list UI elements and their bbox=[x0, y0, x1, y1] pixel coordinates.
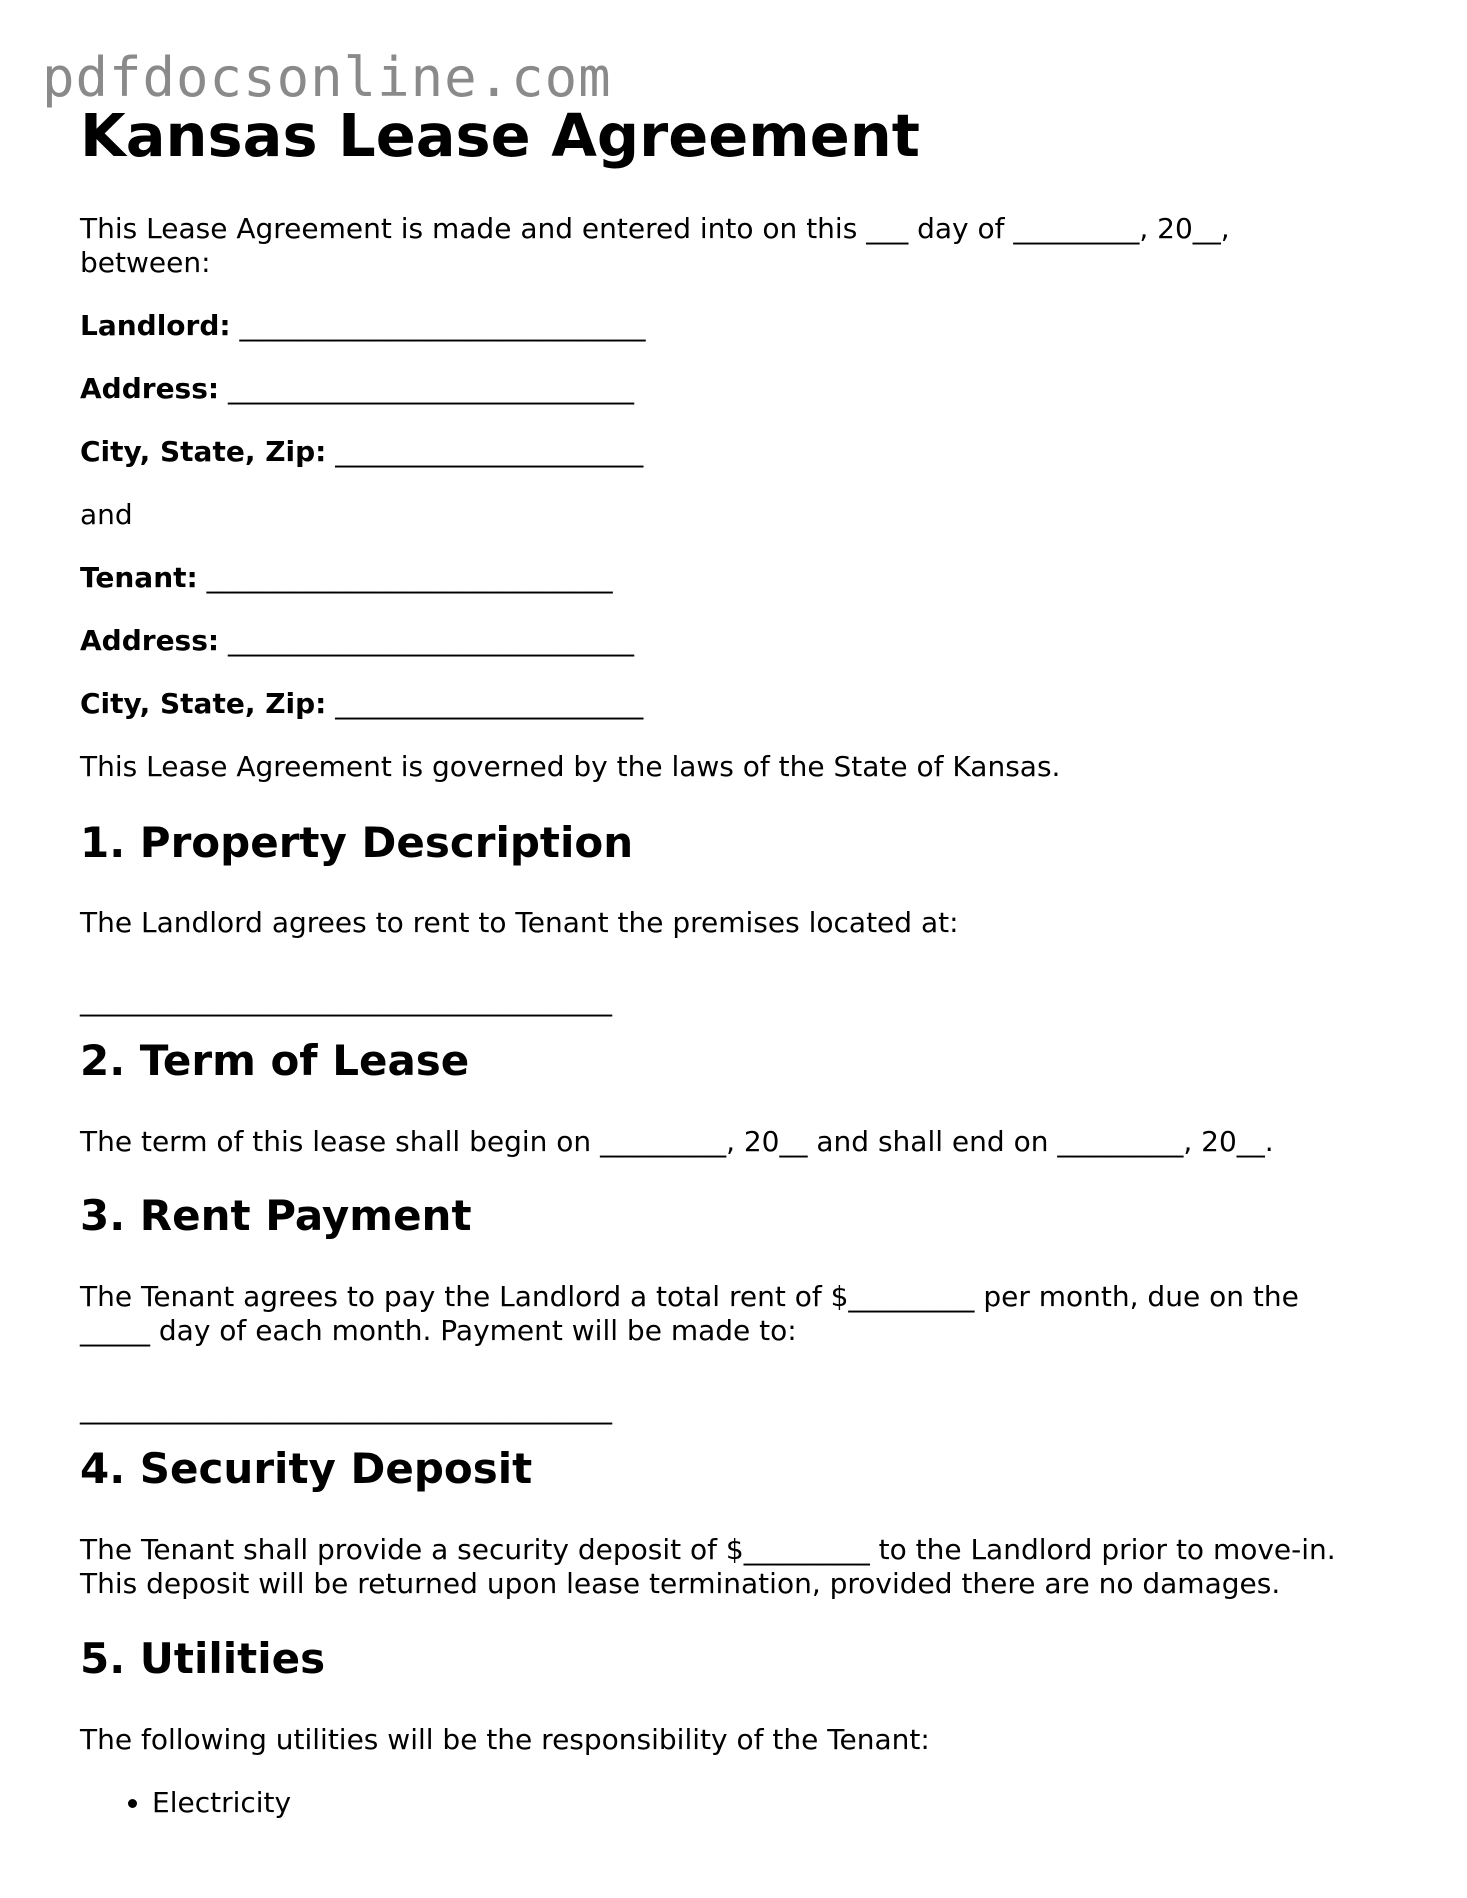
list-item: • Electricity bbox=[152, 1786, 291, 1820]
rent-line-2: _____ day of each month. Payment will be made to: bbox=[80, 1314, 797, 1347]
landlord-city-label: City, State, Zip: bbox=[80, 435, 327, 468]
tenant-name-field bbox=[80, 561, 613, 595]
landlord-address-blank: _____________________________ bbox=[228, 372, 634, 405]
tenant-city-label: City, State, Zip: bbox=[80, 687, 327, 720]
tenant-city-field bbox=[80, 687, 643, 721]
property-address-blank: ______________________________________ bbox=[80, 984, 612, 1017]
tenant-address-label: Address: bbox=[80, 624, 220, 657]
section-heading-rent: 3. Rent Payment bbox=[80, 1191, 472, 1240]
governing-law-text: This Lease Agreement is governed by the laws of the State of Kansas. bbox=[80, 750, 1061, 783]
and-text: and bbox=[80, 498, 133, 531]
landlord-name-label: Landlord: bbox=[80, 309, 231, 342]
document-title: Kansas Lease Agreement bbox=[80, 101, 920, 170]
landlord-name-field bbox=[80, 309, 646, 343]
landlord-city-blank: ______________________ bbox=[335, 435, 644, 468]
landlord-address-label: Address: bbox=[80, 372, 220, 405]
property-text: The Landlord agrees to rent to Tenant the premises located at: bbox=[80, 906, 959, 939]
landlord-city-field bbox=[80, 435, 643, 469]
utilities-text: The following utilities will be the responsibility of the Tenant: bbox=[80, 1723, 930, 1756]
intro-line-2: between: bbox=[80, 246, 211, 279]
intro-line-1: This Lease Agreement is made and entered into on this ___ day of _________, 20__, bbox=[80, 212, 1230, 245]
watermark: pdfdocsonline.com bbox=[42, 46, 612, 109]
tenant-city-blank: ______________________ bbox=[335, 687, 644, 720]
rent-line-1: The Tenant agrees to pay the Landlord a total rent of $_________ per month, due on the bbox=[80, 1280, 1299, 1313]
section-heading-term: 2. Term of Lease bbox=[80, 1036, 470, 1085]
deposit-line-1: The Tenant shall provide a security deposit of $_________ to the Landlord prior to move-in. bbox=[80, 1533, 1336, 1566]
rent-payee-blank: ______________________________________ bbox=[80, 1392, 612, 1425]
tenant-address-blank: _____________________________ bbox=[228, 624, 634, 657]
utilities-list bbox=[80, 1786, 291, 1820]
tenant-address-field bbox=[80, 624, 634, 658]
section-heading-property: 1. Property Description bbox=[80, 818, 634, 867]
tenant-name-blank: _____________________________ bbox=[206, 561, 613, 594]
section-heading-utilities: 5. Utilities bbox=[80, 1634, 326, 1683]
landlord-name-blank: _____________________________ bbox=[239, 309, 646, 342]
deposit-line-2: This deposit will be returned upon lease termination, provided there are no damages. bbox=[80, 1567, 1281, 1600]
term-text: The term of this lease shall begin on _________, 20__ and shall end on _________, 20__. bbox=[80, 1125, 1274, 1158]
landlord-address-field bbox=[80, 372, 634, 406]
tenant-name-label: Tenant: bbox=[80, 561, 198, 594]
section-heading-deposit: 4. Security Deposit bbox=[80, 1444, 533, 1493]
